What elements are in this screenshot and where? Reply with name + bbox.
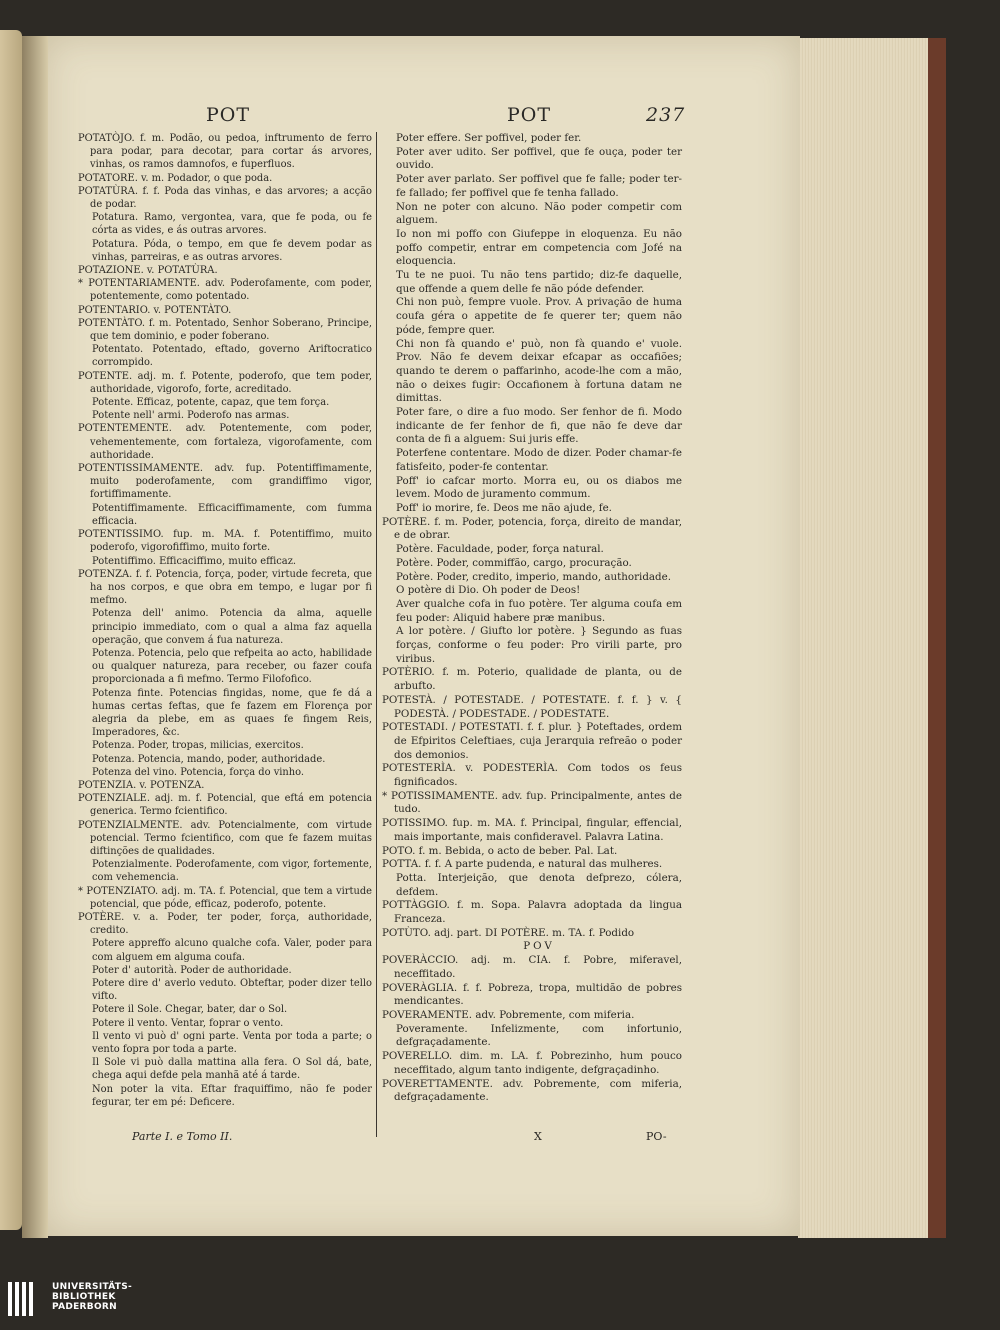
dictionary-entry: * POTISSIMAMENTE. adv. fup. Principalmente, antes de tudo. — [382, 789, 682, 816]
logo-line-3: PADERBORN — [52, 1302, 117, 1312]
dictionary-entry: POVERÀGLIA. f. f. Pobreza, tropa, multidão de pobres mendicantes. — [382, 981, 682, 1008]
dictionary-entry: POV — [523, 940, 555, 953]
entry-sense: Potenza finte. Potencias fingidas, nome, que fe dá a humas certas feftas, que fe fazem em Florença por alegria da plebe, em as quaes fe fingem Reis, Imperadores, &c. — [92, 687, 372, 739]
right-column — [382, 132, 682, 1105]
entry-sense: Poter aver parlato. Ser poffivel que fe falle; poder ter-fe fallado; fer poffivel que fe tenha fallado. — [396, 173, 682, 199]
dictionary-entry: POTENZA. f. f. Potencia, força, poder, virtude fecreta, que ha nos corpos, e que obra em tempo, e lugar por fi mefmo. — [78, 568, 372, 607]
entry-sense: O potère di Dio. Oh poder de Deos! — [396, 584, 581, 597]
facing-page-edge — [0, 30, 22, 1230]
catchword: PO- — [646, 1130, 667, 1143]
entry-sense: Il vento vi può d' ogni parte. Venta por toda a parte; o vento fopra por toda a parte. — [92, 1030, 372, 1056]
dictionary-entry: POVERÀCCIO. adj. m. CIA. f. Pobre, miferavel, neceffitado. — [382, 954, 682, 980]
dictionary-entry: POTENTISSIMO. fup. m. MA. f. Potentiffimo, muito poderofo, vigorofiffimo, muito forte. — [78, 529, 372, 554]
column-rule — [376, 132, 377, 1137]
entry-sense: Poter effere. Ser poffivel, poder fer. — [396, 132, 582, 144]
entry-sense: Il Sole vi può dalla mattina alla fera. O Sol dá, bate, chega aqui defde pela manhã até á tarde. — [92, 1057, 372, 1082]
entry-sense: Potere appreffo alcuno qualche cofa. Valer, poder para com alguem em alguma coufa. — [92, 938, 372, 963]
book-fore-edge — [798, 38, 946, 1238]
dictionary-entry: POVERELLO. dim. m. LA. f. Pobrezinho, hum pouco neceffitado, algum tanto indigente, defgraçadinho. — [382, 1050, 682, 1076]
dictionary-entry: POTATÙRA. f. f. Poda das vinhas, e das arvores; a acção de podar. — [78, 185, 372, 211]
dictionary-entry: POTENTISSIMAMENTE. adv. fup. Potentiffimamente, muito poderofamente, com grandiffimo vigor, fortiffimamente. — [78, 463, 372, 501]
entry-sense: Potère. Poder, credito, imperio, mando, authoridade. — [396, 570, 672, 583]
entry-sense: Poter aver udito. Ser poffivel, que fe ouça, poder ter ouvido. — [396, 145, 682, 172]
dictionary-entry: POTTÀGGIO. f. m. Sopa. Palavra adoptada da lingua Franceza. — [382, 899, 682, 926]
dictionary-entry: POVERAMENTE. adv. Pobremente, com miferia. — [382, 1009, 635, 1021]
dictionary-entry: POTENTARIO. v. POTENTÀTO. — [78, 304, 232, 316]
dictionary-entry: POTENZIALMENTE. adv. Potencialmente, com virtude potencial. Termo fcientifico, com que fe fazem muitas diftinções de qualidades. — [78, 819, 372, 857]
dictionary-entry: * POTENTARIAMENTE. adv. Poderofamente, com poder, potentemente, como potentado. — [78, 278, 372, 303]
dictionary-entry: POTENTE. adj. m. f. Potente, poderofo, que tem poder, authoridade, vigorofo, forte, acreditado. — [78, 370, 372, 395]
dictionary-entry: POTENTÀTO. f. m. Potentado, Senhor Soberano, Principe, que tem dominio, e poder foberano. — [78, 317, 372, 343]
dictionary-entry: POTESTERÌA. v. PODESTERÌA. Com todos os feus fignificados. — [382, 762, 682, 789]
left-column — [78, 132, 372, 1109]
entry-sense: Potenza. Potencia, mando, poder, authoridade. — [92, 753, 326, 765]
entry-sense: Potere il Sole. Chegar, bater, dar o Sol. — [92, 1004, 288, 1016]
entry-sense: Potentiffimo. Efficaciffimo, muito efficaz. — [92, 555, 297, 567]
entry-sense: Potentato. Potentado, eftado, governo Ariftocratico corrompido. — [92, 344, 372, 369]
dictionary-entry: POTISSIMO. fup. m. MA. f. Principal, fingular, effencial, mais importante, mais confideravel. Palavra Latina. — [382, 817, 682, 843]
logo-mark-icon — [8, 1282, 38, 1316]
dictionary-entry: * POTENZIATO. adj. m. TA. f. Potencial, que tem a virtude potencial, que póde, efficaz, poderofo, potente. — [78, 885, 372, 910]
entry-sense: Potentiffimamente. Efficaciffimamente, com fumma efficacia. — [92, 502, 372, 527]
entry-sense: Potente nell' armi. Poderofo nas armas. — [92, 410, 290, 422]
entry-sense: Poter d' autorità. Poder de authoridade. — [92, 964, 292, 976]
logo-line-1: UNIVERSITÄTS- — [52, 1282, 133, 1292]
entry-sense: A lor potère. / Giufto lor potère. } Segundo as fuas forças, conforme o feu poder: Pro virili parte, pro viribus. — [396, 625, 682, 665]
entry-sense: Potatura. Póda, o tempo, em que fe devem podar as vinhas, parreiras, e as outras arvores. — [92, 238, 372, 263]
dictionary-entry: POTÈRE. f. m. Poder, potencia, força, direito de mandar, e de obrar. — [382, 515, 682, 542]
entry-sense: Poterfene contentare. Modo de dizer. Poder chamar-fe fatisfeito, poder-fe contentar. — [396, 447, 682, 473]
logo-line-2: BIBLIOTHEK — [52, 1292, 116, 1302]
dictionary-entry: POTÈRIO. f. m. Poterio, qualidade de planta, ou de arbufto. — [382, 666, 682, 693]
dictionary-entry: POTENTEMENTE. adv. Potentemente, com poder, vehementemente, com fortaleza, vigorofamente, com authoridade. — [78, 423, 372, 461]
dictionary-entry: POTATORE. v. m. Podador, o que poda. — [78, 172, 273, 184]
dictionary-entry: POTENZIA. v. POTENZA. — [78, 779, 205, 791]
entry-sense: Potere dire d' averlo veduto. Obteftar, poder dizer tello vifto. — [92, 978, 372, 1003]
dictionary-entry: POTTA. f. f. A parte pudenda, e natural das mulheres. — [382, 858, 663, 871]
right-headword: POT — [507, 104, 552, 126]
volume-note: Parte I. e Tomo II. — [132, 1130, 233, 1143]
entry-sense: Potta. Interjeição, que denota defprezo, cólera, defdem. — [396, 871, 682, 898]
dictionary-entry: POTESTADI. / POTESTATI. f. f. plur. } Poteftades, ordem de Efpiritos Celeftiaes, cuja Jerarquia refreão o poder dos demonios. — [382, 721, 682, 761]
dictionary-entry: POTATÒJO. f. m. Podão, ou pedoa, inftrumento de ferro para podar, para decotar, para cortar ás arvores, vinhas, os ramos damnofos, e fuperfluos. — [78, 133, 372, 171]
entry-sense: Potenzialmente. Poderofamente, com vigor, fortemente, com vehemencia. — [92, 859, 372, 884]
dictionary-entry: POTÙTO. adj. part. DI POTÈRE. m. TA. f. Podido — [382, 926, 635, 939]
entry-sense: Chi non fà quando e' può, non fà quando e' vuole. Prov. Não fe devem deixar efcapar as occafiões; quando te derem o paffarinho, acode-lhe com a mão, não o deixes fugir: Occafionem à fortuna datam ne dimittas. — [396, 337, 682, 405]
entry-sense: Non ne poter con alcuno. Não poder competir com alguem. — [396, 200, 682, 227]
left-headword: POT — [206, 104, 251, 126]
entry-sense: Aver qualche cofa in fuo potère. Ter alguma coufa em feu poder: Aliquid habere præ manibus. — [396, 597, 682, 624]
library-logo — [8, 1280, 148, 1324]
entry-sense: Io non mi poffo con Giufeppe in eloquenza. Eu não poffo competir, entrar em competencia com Jofé na eloquencia. — [396, 227, 682, 268]
entry-sense: Potère. Poder, commiffão, cargo, procuração. — [396, 556, 632, 569]
entry-sense: Tu te ne puoi. Tu não tens partido; diz-fe daquelle, que offende a quem delle fe não póde defender. — [396, 269, 682, 295]
entry-sense: Potatura. Ramo, vergontea, vara, que fe poda, ou fe córta as vides, e ás outras arvores. — [92, 212, 372, 237]
dictionary-entry: POTAZIONE. v. POTATÙRA. — [78, 265, 218, 277]
entry-sense: Poter fare, o dire a fuo modo. Ser fenhor de fi. Modo indicante de fer fenhor de fi, que não fe deve dar conta de fi a alguem: Sui juris effe. — [396, 406, 682, 446]
dictionary-entry: POTENZIALE. adj. m. f. Potencial, que eftá em potencia generica. Termo fcientifico. — [78, 793, 372, 818]
entry-sense: Potenza del vino. Potencia, força do vinho. — [92, 766, 305, 778]
entry-sense: Potenza. Poder, tropas, milicias, exercitos. — [92, 740, 304, 752]
dictionary-entry: POTESTÀ. / POTESTADE. / POTESTATE. f. f. } v. { PODESTÀ. / PODESTADE. / PODESTATE. — [382, 693, 682, 720]
entry-sense: Poveramente. Infelizmente, com infortunio, defgraçadamente. — [396, 1022, 682, 1049]
dictionary-entry: POTÈRE. v. a. Poder, ter poder, força, authoridade, credito. — [78, 911, 372, 937]
entry-sense: Poff' io morire, fe. Deos me não ajude, fe. — [396, 501, 612, 514]
entry-sense: Potenza dell' animo. Potencia da alma, aquelle principio immediato, com o qual a alma faz aquella operação, que convem á fua natureza. — [92, 608, 372, 646]
page-number: 237 — [646, 104, 686, 126]
signature-mark: X — [534, 1130, 542, 1143]
entry-sense: Potente. Efficaz, potente, capaz, que tem força. — [92, 397, 330, 409]
entry-sense: Potere il vento. Ventar, foprar o vento. — [92, 1017, 284, 1029]
entry-sense: Non poter la vita. Eftar fraquiffimo, não fe poder fegurar, ter em pé: Deficere. — [92, 1083, 372, 1108]
dictionary-entry: POVERETTAMENTE. adv. Pobremente, com miferia, defgraçadamente. — [382, 1077, 682, 1104]
entry-sense: Potenza. Potencia, pelo que refpeita ao acto, habilidade ou qualquer natureza, para receber, ou fazer coufa proporcionada a fi mefmo. Termo Filofofico. — [92, 647, 372, 686]
entry-sense: Poff' io cafcar morto. Morra eu, ou os diabos me levem. Modo de juramento commum. — [396, 474, 682, 501]
entry-sense: Chi non può, fempre vuole. Prov. A privação de huma coufa géra o appetite de fe querer ter; quem não póde, fempre quer. — [396, 296, 682, 336]
dictionary-entry: POTO. f. m. Bebida, o acto de beber. Pal. Lat. — [382, 844, 618, 857]
spine-shadow — [22, 36, 48, 1238]
entry-sense: Potère. Faculdade, poder, força natural. — [396, 543, 604, 556]
